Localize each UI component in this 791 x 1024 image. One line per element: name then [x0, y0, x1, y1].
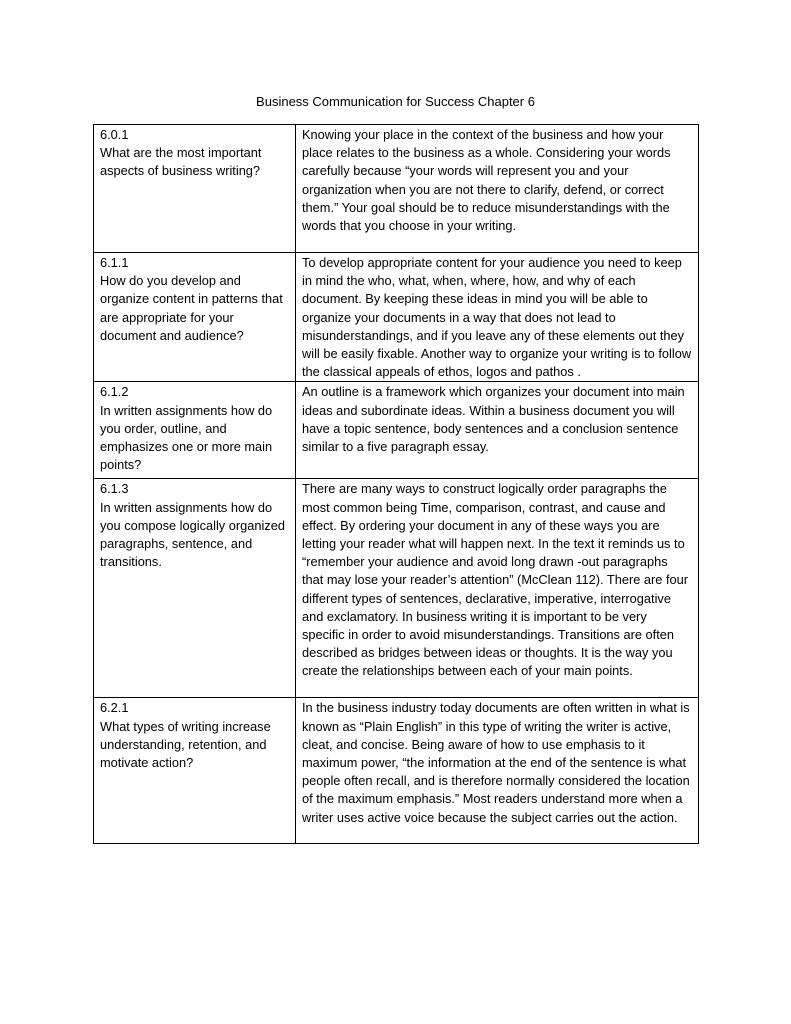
question-cell [94, 479, 296, 698]
section-number: 6.1.3 [100, 481, 129, 497]
question-text: In written assignments how do you compose logically organized paragraphs, sentence, and transitions. [100, 499, 285, 570]
table-row [94, 698, 699, 844]
question-text: In written assignments how do you order, outline, and emphasizes one or more main points? [100, 402, 273, 473]
answer-text: To develop appropriate content for your audience you need to keep in mind the who, what, when, where, how, and why of each document. By keeping these ideas in mind you will be able to organize your documents in a way that does not lead to misunderstandings, and if you leave any of these elements out they will be easily fixable. Another way to organize your writing is to follow the classical appeals of ethos, logos and pathos . [302, 255, 692, 380]
question-cell [94, 125, 296, 253]
qa-table [93, 124, 699, 844]
page-title: Business Communication for Success Chapter 6 [256, 94, 535, 109]
answer-text: An outline is a framework which organizes your document into main ideas and subordinate ideas. Within a business document you will have a topic sentence, body sentences and a conclusion sentence similar to a five paragraph essay. [302, 384, 685, 455]
question-text: What are the most important aspects of business writing? [100, 145, 262, 179]
section-number: 6.0.1 [100, 127, 129, 142]
question-text: How do you develop and organize content in patterns that are appropriate for your document and audience? [100, 273, 283, 343]
section-number: 6.1.2 [100, 384, 129, 400]
question-text: What types of writing increase understanding, retention, and motivate action? [100, 718, 271, 771]
section-number: 6.1.1 [100, 255, 129, 270]
answer-text: There are many ways to construct logically order paragraphs the most common being Time, comparison, contrast, and cause and effect. By ordering your document in any of these ways you are letting your reader what will happen next. In the text it reminds us to “remember your audience and avoid long drawn -out paragraphs that may lose your reader’s attention” (McClean 112). There are four different types of sentences, declarative, imperative, interrogative and exclamatory. In business writing it is important to be very specific in order to avoid misunderstandings. Transitions are often described as bridges between ideas or thoughts. It is the way you create the relationships between each of your main points. [302, 481, 688, 679]
table-row [94, 479, 699, 698]
answer-cell [296, 698, 699, 844]
answer-cell [296, 125, 699, 253]
question-cell [94, 698, 296, 844]
table-row [94, 125, 699, 253]
answer-cell [296, 253, 699, 382]
question-cell [94, 253, 296, 382]
answer-cell [296, 382, 699, 479]
answer-cell [296, 479, 699, 698]
answer-text: In the business industry today documents are often written in what is known as “Plain English” in this type of writing the writer is active, cleat, and concise. Being aware of how to use emphasis to it maximum power, “the information at the end of the sentence is what people often recall, and is therefore normally considered the location of the maximum emphasis.” Most readers understand more when a writer uses active voice because the subject carries out the action. [302, 700, 690, 825]
question-cell [94, 382, 296, 479]
section-number: 6.2.1 [100, 700, 129, 716]
table-row [94, 382, 699, 479]
answer-text: Knowing your place in the context of the business and how your place relates to the business as a whole. Considering your words carefully because “your words will represent you and your organization when you are not there to clarify, defend, or correct them.” Your goal should be to reduce misunderstandings with the words that you choose in your writing. [302, 127, 671, 234]
table-row [94, 253, 699, 382]
